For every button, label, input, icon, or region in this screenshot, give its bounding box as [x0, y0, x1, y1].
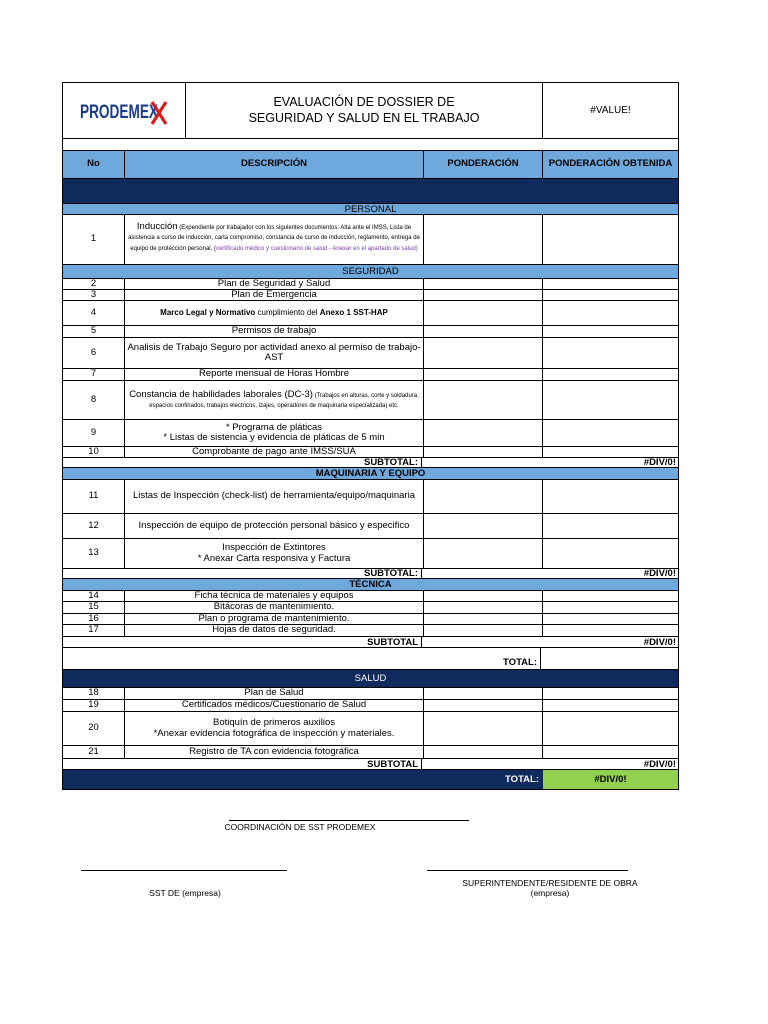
description-detail: (Expendiente por trabajador con los siguientes documentos: Alta ante el IMSS, Lista de asistencia a curso de inducción, carta compromiso, constancia de curso de inducción, reglamento, entrega de equipo de protección personal, (	[128, 225, 420, 252]
row-description: Plan o programa de mantenimiento.	[125, 614, 424, 624]
table-row	[63, 338, 678, 369]
signature-line-superintendente	[427, 870, 628, 871]
prodemex-logo-icon	[78, 94, 170, 128]
subtotal-value: #DIV/0!	[643, 568, 676, 579]
ponderacion-cell[interactable]	[424, 381, 543, 419]
table-row	[63, 700, 678, 712]
obtenida-cell[interactable]	[543, 290, 678, 300]
obtenida-cell[interactable]	[543, 625, 678, 636]
row-number: 15	[63, 602, 125, 613]
obtenida-cell[interactable]	[543, 712, 678, 745]
row-number: 2	[63, 279, 125, 289]
row-number: 11	[63, 480, 125, 513]
spacer-row	[63, 139, 678, 151]
ponderacion-cell[interactable]	[424, 514, 543, 538]
signature-line-sst	[81, 870, 287, 871]
row-description: Plan de Seguridad y Salud	[125, 279, 424, 289]
row-number: 7	[63, 369, 125, 380]
section-tecnica: TÉCNICA	[63, 579, 678, 591]
ponderacion-cell[interactable]	[424, 447, 543, 457]
superintendente-title: SUPERINTENDENTE/RESIDENTE DE OBRA	[462, 878, 638, 888]
obtenida-cell[interactable]	[543, 447, 678, 457]
obtenida-cell[interactable]	[543, 700, 678, 711]
table-row	[63, 602, 678, 614]
row-number: 10	[63, 447, 125, 457]
section-maquinaria: MAQUINARIA Y EQUIPO	[63, 468, 678, 480]
description-line-2: * Listas de sistencia y evidencia de pláticas de 5 min	[163, 432, 385, 443]
evaluation-sheet	[62, 82, 679, 790]
ponderacion-cell[interactable]	[424, 625, 543, 636]
logo	[63, 83, 186, 138]
obtenida-cell[interactable]	[543, 746, 678, 758]
navy-band	[63, 179, 678, 204]
ponderacion-cell[interactable]	[424, 301, 543, 325]
col-descripcion: DESCRIPCIÓN	[125, 151, 424, 178]
row-description: Registro de TA con evidencia fotográfica	[125, 746, 424, 758]
row-description: Plan de Salud	[125, 688, 424, 699]
row-description	[125, 381, 424, 419]
document-title	[186, 83, 543, 138]
ponderacion-cell[interactable]	[424, 290, 543, 300]
row-number: 20	[63, 712, 125, 745]
table-row	[63, 326, 678, 338]
table-row	[63, 591, 678, 602]
row-number: 17	[63, 625, 125, 636]
ponderacion-cell[interactable]	[424, 279, 543, 289]
subtotal-seguridad-row	[63, 458, 678, 468]
col-no: No	[63, 151, 125, 178]
row-description: Bitácoras de mantenimiento.	[125, 602, 424, 613]
description-main: Constancia de habilidades laborales (DC-3)	[129, 389, 313, 400]
obtenida-cell[interactable]	[543, 420, 678, 446]
obtenida-cell[interactable]	[543, 301, 678, 325]
row-description: Comprobante de pago ante IMSS/SUA	[125, 447, 424, 457]
ponderacion-cell[interactable]	[424, 420, 543, 446]
header-value-text: #VALUE!	[590, 105, 631, 116]
obtenida-cell[interactable]	[543, 602, 678, 613]
subtotal-value: #DIV/0!	[643, 636, 676, 648]
ponderacion-cell[interactable]	[424, 338, 543, 368]
row-number: 14	[63, 591, 125, 601]
row-description: Listas de Inspección (check-list) de herramienta/equipo/maquinaria	[125, 480, 424, 513]
row-number: 5	[63, 326, 125, 337]
row-number: 6	[63, 338, 125, 368]
ponderacion-cell[interactable]	[424, 688, 543, 699]
row-description	[125, 215, 424, 264]
subtotal-tecnica-row	[63, 637, 678, 648]
table-row	[63, 381, 678, 420]
signature-coordinacion: COORDINACIÓN DE SST PRODEMEX	[224, 822, 376, 832]
description-line-2: * Anexar Carta responsiva y Factura	[197, 552, 351, 564]
row-number: 16	[63, 614, 125, 624]
ponderacion-cell[interactable]	[424, 369, 543, 380]
obtenida-cell[interactable]	[543, 514, 678, 538]
subtotal-value: #DIV/0!	[643, 457, 676, 468]
table-row	[63, 290, 678, 301]
table-row	[63, 614, 678, 625]
row-description	[125, 712, 424, 745]
row-description	[125, 420, 424, 446]
ponderacion-cell[interactable]	[424, 746, 543, 758]
final-total-value: #DIV/0!	[543, 770, 678, 789]
row-number: 4	[63, 301, 125, 325]
description-line-1: Botiquín de primeros auxilios	[213, 717, 335, 729]
description-bold: Marco Legal y Normativo	[160, 307, 256, 317]
obtenida-cell[interactable]	[543, 215, 678, 264]
ponderacion-cell[interactable]	[424, 326, 543, 337]
col-ponderacion-obtenida: PONDERACIÓN OBTENIDA	[548, 158, 673, 170]
ponderacion-cell[interactable]	[424, 700, 543, 711]
row-description	[125, 301, 424, 325]
row-number: 9	[63, 420, 125, 446]
section-personal: PERSONAL	[63, 204, 678, 215]
row-number: 3	[63, 290, 125, 300]
row-description: Ficha técnica de materiales y equipos	[125, 591, 424, 601]
table-row	[63, 215, 678, 265]
header-value	[543, 83, 678, 138]
table-row	[63, 514, 678, 539]
subtotal-label: SUBTOTAL:	[63, 569, 422, 578]
row-number: 12	[63, 514, 125, 538]
ponderacion-cell[interactable]	[424, 215, 543, 264]
table-row	[63, 688, 678, 700]
row-number: 18	[63, 688, 125, 699]
table-row	[63, 420, 678, 447]
ponderacion-cell[interactable]	[424, 591, 543, 601]
subtotal-label: SUBTOTAL	[63, 637, 422, 647]
row-description: Permisos de trabajo	[125, 326, 424, 337]
obtenida-cell[interactable]	[543, 369, 678, 380]
table-row	[63, 746, 678, 759]
description-line-2: *Anexar evidencia fotográfica de inspección y materiales.	[153, 727, 395, 739]
description-mid: cumplimiento del	[255, 307, 320, 317]
subtotal-salud-row	[63, 759, 678, 770]
section-salud: SALUD	[63, 670, 678, 688]
title-line-1: EVALUACIÓN DE DOSSIER DE	[273, 94, 455, 109]
table-row	[63, 301, 678, 326]
signature-sst: SST DE (empresa)	[149, 888, 221, 898]
subtotal-label: SUBTOTAL:	[63, 458, 422, 467]
row-description	[125, 539, 424, 568]
description-detail: (Trabajos en alturas, corte y soldadura, espacios confinados, trabajos electricos, izajes, operadores de maquinaria especializada) etc.	[149, 393, 419, 410]
description-main: Inducción	[136, 221, 178, 232]
obtenida-cell[interactable]	[543, 688, 678, 699]
title-line-2: SEGURIDAD Y SALUD EN EL TRABAJO	[248, 110, 480, 125]
logo-text: PRODEMEX	[80, 101, 159, 123]
obtenida-cell[interactable]	[543, 539, 678, 568]
obtenida-cell[interactable]	[543, 338, 678, 368]
obtenida-cell[interactable]	[543, 279, 678, 289]
subtotal-maquinaria-row	[63, 569, 678, 579]
final-total-row	[63, 770, 678, 789]
signature-superintendente	[440, 879, 660, 899]
row-number: 19	[63, 700, 125, 711]
total-row	[63, 648, 678, 670]
description-line-1: Inspección de Extintores	[222, 542, 326, 554]
total-label: TOTAL:	[63, 648, 541, 669]
row-number: 1	[63, 215, 125, 264]
superintendente-company: (empresa)	[530, 887, 570, 898]
row-number: 21	[63, 746, 125, 758]
col-ponderacion: PONDERACIÓN	[424, 151, 543, 178]
obtenida-cell[interactable]	[543, 480, 678, 513]
subtotal-label: SUBTOTAL	[63, 759, 422, 769]
ponderacion-cell[interactable]	[424, 602, 543, 613]
row-number: 13	[63, 539, 125, 568]
row-description: Reporte mensual de Horas Hombre	[125, 369, 424, 380]
obtenida-cell[interactable]	[543, 591, 678, 601]
row-description: Hojas de datos de seguridad.	[125, 625, 424, 636]
table-row	[63, 369, 678, 381]
ponderacion-cell[interactable]	[424, 539, 543, 568]
header-row	[63, 83, 678, 139]
description-note: certificado médico y cuestionario de salud - Anexar en el apartado de salud)	[215, 245, 418, 252]
row-description: Inspección de equipo de protección personal básico y especifico	[125, 514, 424, 538]
description-annex: Anexo 1 SST-HAP	[319, 307, 388, 317]
row-description: Plan de Emergencia	[125, 290, 424, 300]
section-seguridad: SEGURIDAD	[63, 265, 678, 279]
obtenida-cell[interactable]	[543, 381, 678, 419]
row-number: 8	[63, 381, 125, 419]
subtotal-value: #DIV/0!	[643, 758, 676, 770]
table-row	[63, 625, 678, 637]
signature-line-coordinacion	[229, 820, 469, 821]
table-row	[63, 279, 678, 290]
table-row	[63, 480, 678, 514]
row-description: Certificados médicos/Cuestionario de Salud	[125, 700, 424, 711]
ponderacion-cell[interactable]	[424, 480, 543, 513]
description-line-1: * Programa de pláticas	[225, 421, 323, 433]
ponderacion-cell[interactable]	[424, 614, 543, 624]
table-row	[63, 712, 678, 746]
row-description: Analisis de Trabajo Seguro por actividad anexo al permiso de trabajo-AST	[125, 338, 424, 368]
table-row	[63, 539, 678, 569]
obtenida-cell[interactable]	[543, 326, 678, 337]
column-header-row	[63, 151, 678, 179]
final-total-label: TOTAL:	[505, 774, 539, 785]
obtenida-cell[interactable]	[543, 614, 678, 624]
ponderacion-cell[interactable]	[424, 712, 543, 745]
